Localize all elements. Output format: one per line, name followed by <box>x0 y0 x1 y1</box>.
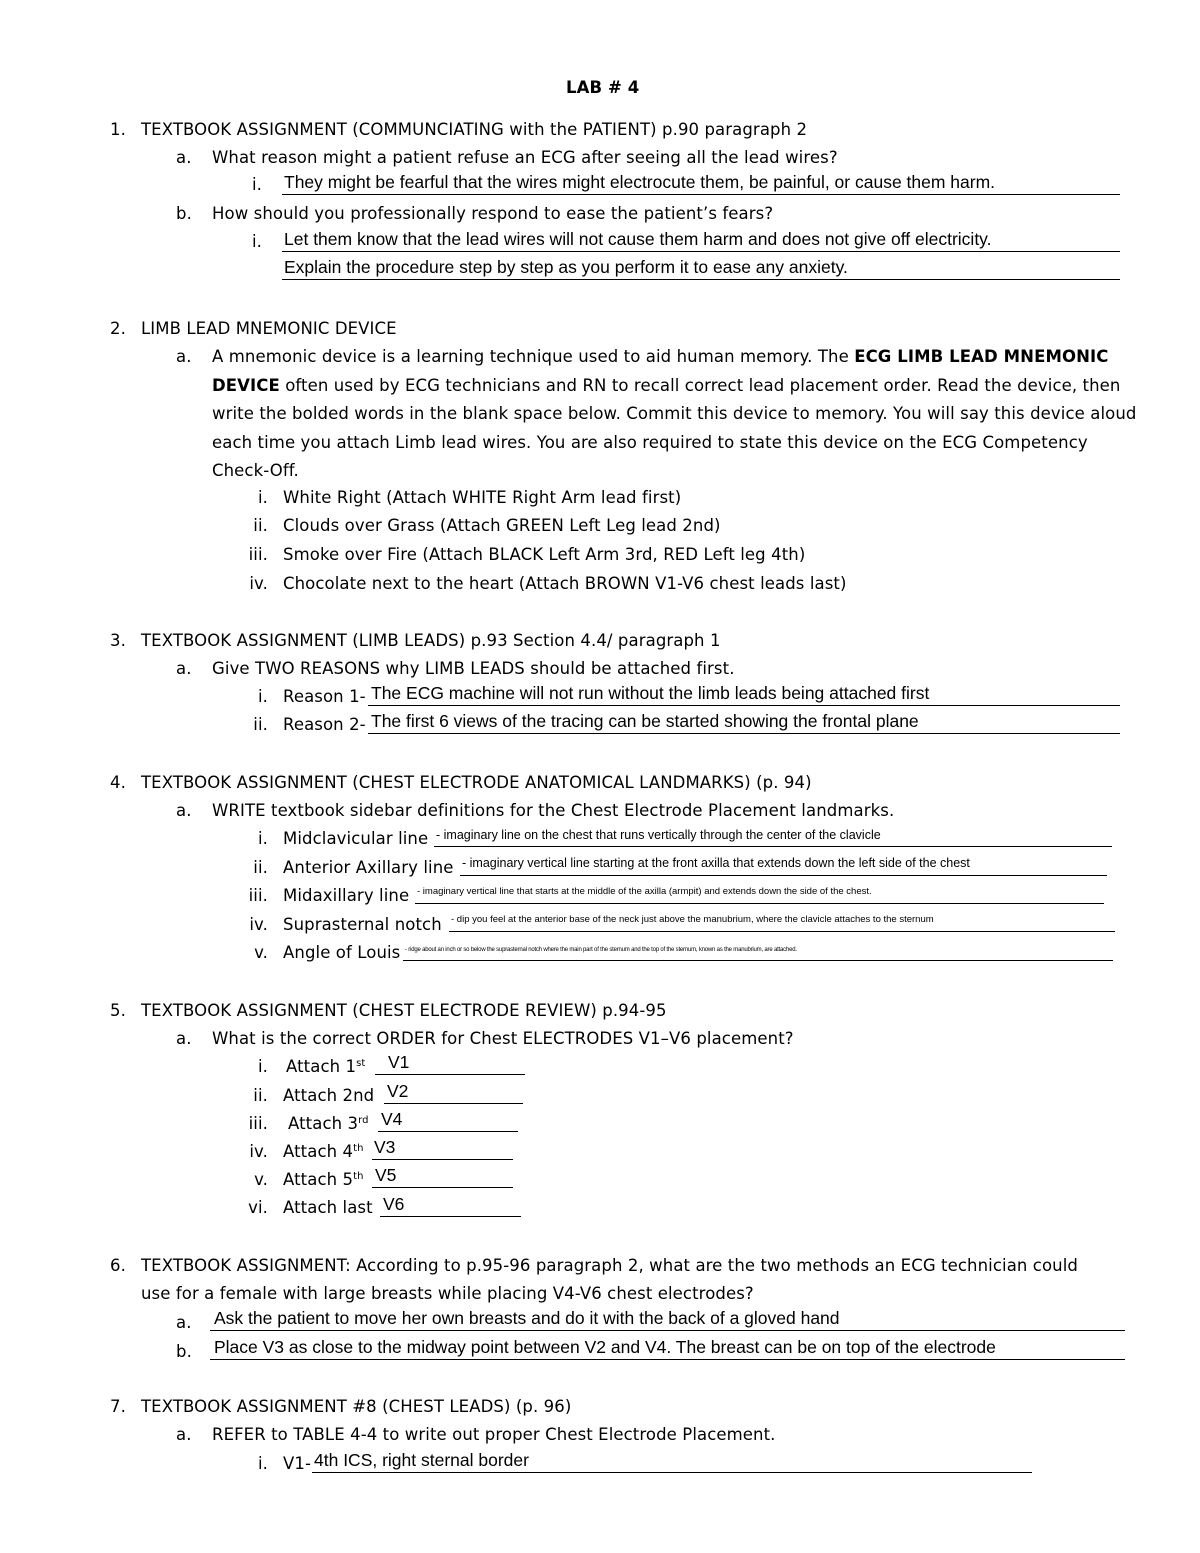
order-answer: V2 <box>387 1081 409 1101</box>
section-4-heading: TEXTBOOK ASSIGNMENT (CHEST ELECTRODE ANATOMICAL LANDMARKS) (p. 94) <box>141 773 812 792</box>
answer-line <box>415 903 1104 904</box>
order-prompt: Attach 4th <box>283 1142 364 1161</box>
landmark-label: ii. <box>253 858 268 877</box>
section-6-answer-a: Ask the patient to move her own breasts and do it with the back of a gloved hand <box>214 1308 840 1328</box>
landmark-term: Anterior Axillary line <box>283 858 454 877</box>
reason-1-prompt: Reason 1- <box>283 687 366 706</box>
landmark-definition: - imaginary vertical line that starts at the middle of the axilla (armpit) and extends down the side of the chest. <box>417 886 872 897</box>
answer-line <box>210 1359 1125 1360</box>
section-5-question-a-label: a. <box>176 1029 192 1048</box>
section-1-question-b-label: b. <box>176 204 192 223</box>
answer-line <box>375 1074 525 1075</box>
section-1-number: 1. <box>110 120 126 139</box>
answer-line <box>378 1131 518 1132</box>
section-7-question-a: REFER to TABLE 4-4 to write out proper Chest Electrode Placement. <box>212 1425 776 1444</box>
section-3-question-a: Give TWO REASONS why LIMB LEADS should be attached first. <box>212 659 735 678</box>
section-6-question-line-1: TEXTBOOK ASSIGNMENT: According to p.95-96 paragraph 2, what are the two methods an ECG technician could <box>141 1256 1078 1275</box>
order-prompt: Attach last <box>283 1198 373 1217</box>
section-6-question-line-2: use for a female with large breasts while placing V4-V6 chest electrodes? <box>141 1284 754 1303</box>
landmark-label: v. <box>254 943 268 962</box>
landmark-term: Midaxillary line <box>283 886 410 905</box>
v1-answer: 4th ICS, right sternal border <box>314 1450 529 1470</box>
answer-line <box>449 931 1115 932</box>
page-title: LAB # 4 <box>566 78 640 97</box>
answer-line <box>210 1330 1125 1331</box>
mnemonic-item: Smoke over Fire (Attach BLACK Left Arm 3rd, RED Left leg 4th) <box>283 545 806 564</box>
section-4-number: 4. <box>110 773 126 792</box>
reason-1-label: i. <box>257 687 268 706</box>
reason-2-prompt: Reason 2- <box>283 715 366 734</box>
landmark-term: Suprasternal notch <box>283 915 442 934</box>
mnemonic-item-label: iii. <box>248 545 268 564</box>
mnemonic-item: Clouds over Grass (Attach GREEN Left Leg lead 2nd) <box>283 516 721 535</box>
order-label: iii. <box>248 1114 268 1133</box>
answer-line <box>403 960 1113 961</box>
section-4-question-a-label: a. <box>176 801 192 820</box>
order-label: iv. <box>249 1142 268 1161</box>
order-answer: V1 <box>388 1052 410 1072</box>
mnemonic-item: Chocolate next to the heart (Attach BROWN V1-V6 chest leads last) <box>283 574 847 593</box>
section-5-question-a: What is the correct ORDER for Chest ELECTRODES V1–V6 placement? <box>212 1029 794 1048</box>
section-1-question-a: What reason might a patient refuse an ECG after seeing all the lead wires? <box>212 148 838 167</box>
mnemonic-item-label: i. <box>257 488 268 507</box>
section-3-number: 3. <box>110 631 126 650</box>
order-answer: V5 <box>375 1165 397 1185</box>
section-2-heading: LIMB LEAD MNEMONIC DEVICE <box>141 319 397 338</box>
section-6-answer-b: Place V3 as close to the midway point between V2 and V4. The breast can be on top of the electrode <box>214 1337 996 1357</box>
answer-line <box>460 875 1107 876</box>
mnemonic-item-label: ii. <box>253 516 268 535</box>
answer-line <box>380 1216 521 1217</box>
order-label: v. <box>254 1170 268 1189</box>
landmark-term: Angle of Louis <box>283 943 401 962</box>
section-5-heading: TEXTBOOK ASSIGNMENT (CHEST ELECTRODE REVIEW) p.94-95 <box>141 1001 667 1020</box>
answer-line <box>372 1159 513 1160</box>
landmark-label: iii. <box>248 886 268 905</box>
reason-2-label: ii. <box>253 715 268 734</box>
section-1-answer-b-line-1: Let them know that the lead wires will not cause them harm and does not give off electricity. <box>284 229 992 249</box>
answer-line <box>372 1187 513 1188</box>
landmark-definition: - dip you feel at the anterior base of the neck just above the manubrium, where the clavicle attaches to the sternum <box>451 914 934 925</box>
section-7-heading: TEXTBOOK ASSIGNMENT #8 (CHEST LEADS) (p. 96) <box>141 1397 572 1416</box>
v1-label: i. <box>257 1454 268 1473</box>
answer-line <box>368 733 1120 734</box>
landmark-definition: - imaginary line on the chest that runs vertically through the center of the clavicle <box>436 828 881 842</box>
landmark-definition: - imaginary vertical line starting at the front axilla that extends down the left side of the chest <box>462 856 970 870</box>
answer-line <box>282 251 1120 252</box>
section-6-answer-b-label: b. <box>176 1342 192 1361</box>
section-7-number: 7. <box>110 1397 126 1416</box>
landmark-label: iv. <box>249 915 268 934</box>
section-3-heading: TEXTBOOK ASSIGNMENT (LIMB LEADS) p.93 Section 4.4/ paragraph 1 <box>141 631 721 650</box>
answer-line <box>282 194 1120 195</box>
order-prompt: Attach 2nd <box>283 1086 375 1105</box>
section-7-question-a-label: a. <box>176 1425 192 1444</box>
answer-line <box>384 1103 523 1104</box>
section-1-answer-a-label: i. <box>252 175 263 194</box>
mnemonic-instructions: A mnemonic device is a learning technique used to aid human memory. The ECG LIMB LEAD MNEMONIC DEVICE often used by ECG technicians and RN to recall correct lead placement order. Read the device, then write the bolded words in the blank space below. Commit this device to memory. You will say this device aloud each time you attach Limb lead wires. You are also required to state this device on the ECG Competency Check-Off. <box>212 347 1137 480</box>
answer-line <box>312 1472 1032 1473</box>
order-label: i. <box>257 1057 268 1076</box>
order-answer: V4 <box>381 1109 403 1129</box>
section-4-question-a: WRITE textbook sidebar definitions for the Chest Electrode Placement landmarks. <box>212 801 895 820</box>
order-prompt: Attach 5th <box>283 1170 364 1189</box>
answer-line <box>368 705 1120 706</box>
order-label: vi. <box>248 1198 268 1217</box>
mnemonic-bold-term: ECG LIMB LEAD MNEMONIC DEVICE <box>212 347 1109 395</box>
section-1-heading: TEXTBOOK ASSIGNMENT (COMMUNCIATING with the PATIENT) p.90 paragraph 2 <box>141 120 808 139</box>
order-prompt: Attach 3rd <box>288 1114 369 1133</box>
mnemonic-item-label: iv. <box>249 574 268 593</box>
order-prompt: Attach 1st <box>286 1057 366 1076</box>
section-1-answer-b-line-2: Explain the procedure step by step as you perform it to ease any anxiety. <box>284 257 848 277</box>
section-1-answer-a: They might be fearful that the wires might electrocute them, be painful, or cause them harm. <box>284 172 996 192</box>
answer-line <box>434 846 1112 847</box>
section-1-answer-b-label: i. <box>252 232 263 251</box>
order-answer: V6 <box>383 1194 405 1214</box>
section-5-number: 5. <box>110 1001 126 1020</box>
order-answer: V3 <box>374 1137 396 1157</box>
v1-prompt: V1- <box>283 1454 312 1473</box>
section-6-answer-a-label: a. <box>176 1313 192 1332</box>
landmark-term: Midclavicular line <box>283 829 429 848</box>
section-2-number: 2. <box>110 319 126 338</box>
section-1-question-b: How should you professionally respond to ease the patient’s fears? <box>212 204 774 223</box>
mnemonic-item: White Right (Attach WHITE Right Arm lead first) <box>283 488 682 507</box>
order-label: ii. <box>253 1086 268 1105</box>
answer-line <box>282 279 1120 280</box>
reason-1-answer: The ECG machine will not run without the limb leads being attached first <box>371 683 930 703</box>
reason-2-answer: The first 6 views of the tracing can be started showing the frontal plane <box>371 711 919 731</box>
section-1-question-a-label: a. <box>176 148 192 167</box>
landmark-definition: - ridge about an inch or so below the suprasternal notch where the main part of the sternum and the top of the sternum, known as the manubrium, are attached. <box>405 947 797 953</box>
landmark-label: i. <box>257 829 268 848</box>
section-6-number: 6. <box>110 1256 126 1275</box>
section-2-question-a-label: a. <box>176 347 192 366</box>
section-3-question-a-label: a. <box>176 659 192 678</box>
